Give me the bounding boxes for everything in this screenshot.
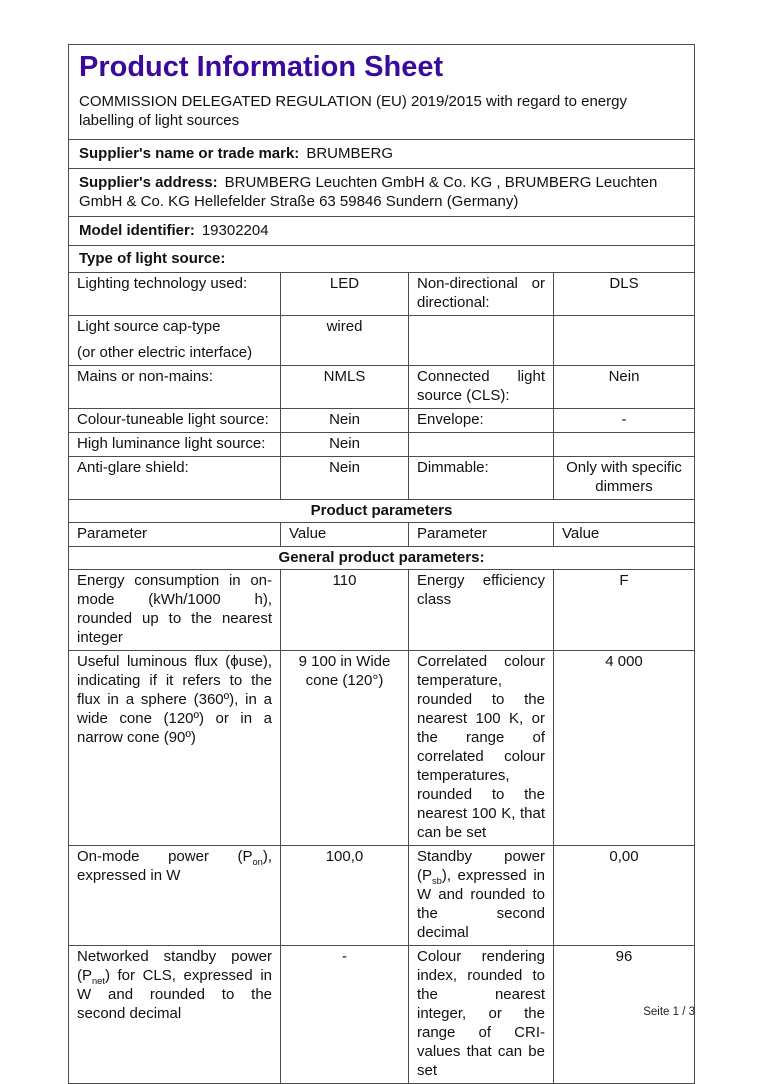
column-header: Parameter [408,523,553,546]
param-value: 100,0 [280,846,408,945]
param-value [553,316,694,365]
param-label-line: Light source cap-type [77,318,221,335]
param-label: Useful luminous flux (ϕuse), indicating if it refers to the flux in a sphere (360º), in a wide cone (120º) or in a narrow cone (90º) [77,653,272,746]
param-label: Connected light source (CLS): [408,366,553,408]
param-value: DLS [553,273,694,315]
param-label: Colour rendering index, rounded to the nearest integer, or the range of CRI-values that can be set [408,946,553,1083]
supplier-name-row [69,139,694,168]
param-value: F [553,570,694,650]
param-value: NMLS [280,366,408,408]
supplier-name-value: BRUMBERG [306,145,393,162]
param-label: Networked standby power $(P_{net})$ for CLS, expressed in W and rounded to the second decimal [77,948,272,1022]
product-parameters-heading: Product parameters [69,499,694,522]
param-value: 96 [553,946,694,1083]
param-label: Non-directional or directional: [408,273,553,315]
product-information-sheet [68,44,695,1084]
column-header: Value [553,523,694,546]
param-label-note: (or other electric interface) [77,344,253,361]
param-value: 0,00 [553,846,694,945]
table-row [69,315,694,365]
param-label: Energy efficiency class [408,570,553,650]
param-label: Anti-glare shield: [77,459,189,476]
column-header-row [69,522,694,546]
param-label [69,316,280,365]
param-value: Nein [553,366,694,408]
title-block [69,45,694,139]
param-label: Energy consumption in on-mode (kWh/1000 h), rounded up to the nearest integer [77,572,272,646]
param-label: Dimmable: [408,457,553,499]
general-product-parameters-heading: General product parameters: [69,546,694,569]
param-value: 9 100 in Wide cone (120°) [280,651,408,845]
table-row [69,845,694,945]
param-label: High luminance light source: [77,435,266,452]
table-row [69,408,694,432]
param-value: Nein [280,457,408,499]
param-value: wired [280,316,408,365]
table-row [69,650,694,845]
table-row [69,432,694,456]
type-of-light-source-heading: Type of light source: [69,245,694,272]
param-label [408,433,553,456]
param-label [408,316,553,365]
supplier-name-label: Supplier's name or trade mark: [79,145,300,162]
param-label: Lighting technology used: [77,275,248,292]
param-value: Nein [280,409,408,432]
param-label: On-mode power $(P_{on})$, expressed in W [77,848,272,884]
page-number: Seite 1 / 3 [643,1006,695,1018]
param-value: Nein [280,433,408,456]
param-value: 110 [280,570,408,650]
param-value: - [553,409,694,432]
supplier-address-label: Supplier's address: [79,174,218,191]
param-label: Correlated colour temperature, rounded to the nearest 100 K, or the range of correlated colour temperatures, rounded to the nearest 100 K, that can be set [408,651,553,845]
table-row [69,569,694,650]
table-row [69,365,694,408]
column-header: Parameter [77,525,148,542]
param-value: - [280,946,408,1083]
param-value: Only with specific dimmers [553,457,694,499]
column-header: Value [280,523,408,546]
param-label: Standby power $(P_{sb})$, expressed in W and rounded to the second decimal [408,846,553,945]
param-label: Envelope: [408,409,553,432]
model-identifier-label: Model identifier: [79,222,195,239]
model-identifier-row [69,216,694,245]
page-title: Product Information Sheet [79,51,444,83]
supplier-address-value: BRUMBERG Leuchten GmbH & Co. KG , BRUMBERG Leuchten GmbH & Co. KG Hellefelder Straße 63 59846 Sundern (Germany) [79,174,658,210]
regulation-subtitle: COMMISSION DELEGATED REGULATION (EU) 2019/2015 with regard to energy labelling of light sources [79,93,627,129]
model-identifier-value: 19302204 [201,222,269,239]
param-label: Mains or non-mains: [77,368,213,385]
table-row [69,272,694,315]
table-row [69,456,694,499]
param-value: LED [280,273,408,315]
param-label: Colour-tuneable light source: [77,411,269,428]
param-value: 4 000 [553,651,694,845]
param-value [553,433,694,456]
supplier-address-row [69,168,694,216]
